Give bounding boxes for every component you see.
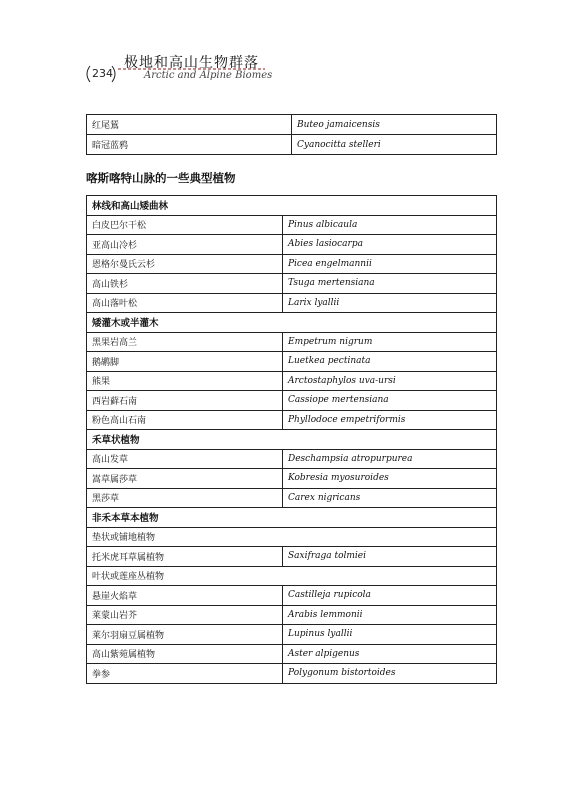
common-name-cell: 高山铁杉 — [87, 274, 283, 294]
scientific-name-cell: Abies lasiocarpa — [283, 235, 497, 255]
table-row — [87, 332, 497, 352]
section-heading: 喀斯喀特山脉的一些典型植物 — [86, 171, 236, 185]
table-row — [87, 215, 497, 235]
common-name-cell: 高山发草 — [87, 449, 283, 469]
table-row — [87, 274, 497, 294]
common-name-cell: 高山落叶松 — [87, 293, 283, 313]
page-number-bracket — [87, 66, 90, 82]
scientific-name-cell: Larix lyallii — [283, 293, 497, 313]
scientific-name-cell: Kobresia myosuroides — [283, 469, 497, 489]
table-row — [87, 235, 497, 255]
running-header — [0, 0, 570, 100]
category-label: 非禾本草本植物 — [87, 508, 497, 528]
category-row — [87, 313, 497, 333]
scientific-name-cell: Tsuga mertensiana — [283, 274, 497, 294]
common-name-cell: 黑莎草 — [87, 488, 283, 508]
scientific-name-cell: Phyllodoce empetriformis — [283, 410, 497, 430]
common-name-cell: 莱蒙山岩芥 — [87, 605, 283, 625]
subcategory-label: 垫状或铺地植物 — [87, 527, 497, 547]
common-name-cell: 亚高山冷杉 — [87, 235, 283, 255]
common-name-cell: 拳参 — [87, 664, 283, 684]
table-row — [87, 371, 497, 391]
table-row — [87, 293, 497, 313]
common-name-cell: 红尾鵟 — [87, 115, 292, 135]
scientific-name-cell: Empetrum nigrum — [283, 332, 497, 352]
scientific-name-cell: Cassiope mertensiana — [283, 391, 497, 411]
category-row — [87, 508, 497, 528]
table-row — [87, 410, 497, 430]
scientific-name-cell: Deschampsia atropurpurea — [283, 449, 497, 469]
common-name-cell: 莱尔羽扇豆属植物 — [87, 625, 283, 645]
scientific-name-cell: Carex nigricans — [283, 488, 497, 508]
common-name-cell: 白皮巴尔干松 — [87, 215, 283, 235]
common-name-cell: 托米虎耳草属植物 — [87, 547, 283, 567]
table-row — [87, 644, 497, 664]
subcategory-row — [87, 566, 497, 586]
common-name-cell: 鹅鹕脚 — [87, 352, 283, 372]
category-label: 禾草状植物 — [87, 430, 497, 450]
scientific-name-cell: Cyanocitta stelleri — [292, 135, 497, 155]
table-row — [87, 625, 497, 645]
common-name-cell: 粉色高山石南 — [87, 410, 283, 430]
page-number: 234 — [92, 67, 113, 80]
table-row — [87, 449, 497, 469]
category-row — [87, 430, 497, 450]
book-title: 极地和高山生物群落 — [124, 55, 259, 71]
common-name-cell: 熊果 — [87, 371, 283, 391]
table-row — [87, 547, 497, 567]
scientific-name-cell: Pinus albicaula — [283, 215, 497, 235]
scientific-name-cell: Saxifraga tolmiei — [283, 547, 497, 567]
scientific-name-cell: Buteo jamaicensis — [292, 115, 497, 135]
common-name-cell: 悬崖火焰草 — [87, 586, 283, 606]
header-decoration — [0, 0, 570, 100]
scientific-name-cell: Castilleja rupicola — [283, 586, 497, 606]
scientific-name-cell: Lupinus lyallii — [283, 625, 497, 645]
table-row — [87, 469, 497, 489]
scientific-name-cell: Luetkea pectinata — [283, 352, 497, 372]
category-label: 矮灌木或半灌木 — [87, 313, 497, 333]
common-name-cell: 恩格尔曼氏云杉 — [87, 254, 283, 274]
table-row — [87, 488, 497, 508]
common-name-cell: 黑果岩高兰 — [87, 332, 283, 352]
common-name-cell: 嵩草属莎草 — [87, 469, 283, 489]
common-name-cell: 高山紫菀属植物 — [87, 644, 283, 664]
table-row — [87, 135, 497, 155]
category-row — [87, 196, 497, 216]
scientific-name-cell: Polygonum bistortoides — [283, 664, 497, 684]
table-row — [87, 115, 497, 135]
subcategory-row — [87, 527, 497, 547]
scientific-name-cell: Arabis lemmonii — [283, 605, 497, 625]
table-row — [87, 605, 497, 625]
table-row — [87, 664, 497, 684]
scientific-name-cell: Aster alpigenus — [283, 644, 497, 664]
book-subtitle: Arctic and Alpine Biomes — [144, 70, 273, 81]
subcategory-label: 叶状或莲座丛植物 — [87, 566, 497, 586]
category-label: 林线和高山矮曲林 — [87, 196, 497, 216]
scientific-name-cell: Arctostaphylos uva-ursi — [283, 371, 497, 391]
common-name-cell: 西岩藓石南 — [87, 391, 283, 411]
bird-species-table — [86, 114, 497, 155]
common-name-cell: 暗冠蓝鸦 — [87, 135, 292, 155]
table-row — [87, 352, 497, 372]
plant-species-table — [86, 195, 497, 684]
table-row — [87, 254, 497, 274]
table-row — [87, 586, 497, 606]
table-row — [87, 391, 497, 411]
scientific-name-cell: Picea engelmannii — [283, 254, 497, 274]
